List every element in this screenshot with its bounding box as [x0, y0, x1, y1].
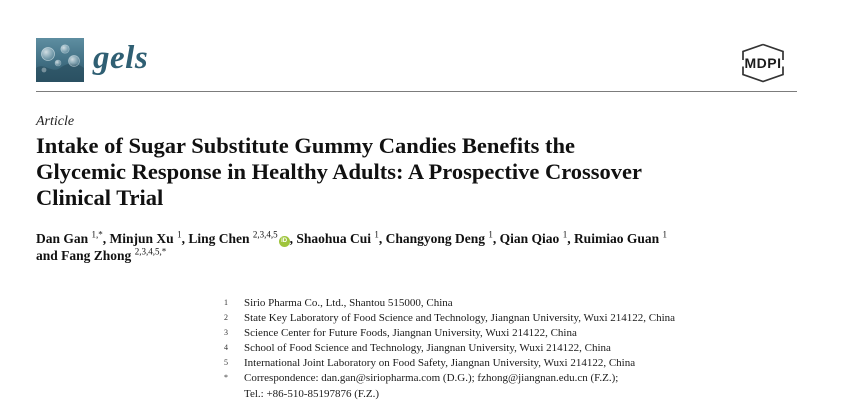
affiliation-text: School of Food Science and Technology, Jiangnan University, Wuxi 214122, China	[244, 342, 611, 355]
affiliation-row	[224, 296, 824, 311]
author-separator: ,	[378, 231, 386, 246]
affiliation-reference: 1	[177, 229, 182, 240]
orcid-icon[interactable]: iD	[279, 236, 290, 247]
author-fang-zhong[interactable]	[61, 248, 166, 263]
paper-header	[0, 0, 841, 92]
author-name: Qian Qiao	[499, 231, 560, 246]
affiliation-reference: 2,3,4,5	[252, 229, 278, 240]
title-line: Clinical Trial	[36, 185, 164, 210]
affiliation-row	[224, 311, 824, 326]
author-separator: ,	[492, 231, 500, 246]
affiliation-reference: 1	[562, 229, 568, 240]
author-list	[36, 230, 826, 264]
article-type: Article	[36, 114, 75, 129]
author-name: Dan Gan	[36, 231, 89, 246]
title-line: Glycemic Response in Healthy Adults: A Prospective Crossover	[36, 159, 643, 184]
affiliation-marker: 4	[224, 343, 228, 353]
author-dan-gan[interactable]	[36, 231, 103, 246]
mdpi-logo	[733, 43, 793, 83]
article-title	[36, 133, 826, 211]
author-name: Ling Chen	[188, 231, 250, 246]
title-line: Intake of Sugar Substitute Gummy Candies Benefits the	[36, 133, 576, 158]
affiliation-row	[224, 341, 824, 356]
affiliation-marker: 2	[224, 313, 228, 323]
author-conjunction: and	[36, 248, 62, 263]
correspondence-text[interactable]: Correspondence: dan.gan@siriopharma.com (D.G.); fzhong@jiangnan.edu.cn (F.Z.);	[244, 372, 619, 385]
author-ling-chen[interactable]	[188, 231, 277, 246]
author-name: Minjun Xu	[109, 231, 174, 246]
author-separator: ,	[181, 231, 189, 246]
author-qian-qiao[interactable]	[500, 231, 568, 246]
author-name: Changyong Deng	[385, 231, 486, 246]
correspondence-phone[interactable]: Tel.: +86-510-85197876 (F.Z.)	[244, 387, 380, 400]
affiliation-text: International Joint Laboratory on Food Safety, Jiangnan University, Wuxi 214122, China	[244, 357, 636, 370]
affiliation-reference: 1	[488, 229, 493, 240]
journal-name: gels	[93, 40, 149, 76]
affiliation-reference: 1,*	[91, 229, 103, 240]
correspondence-row	[224, 371, 824, 386]
affiliation-reference: 2,3,4,5,*	[134, 246, 167, 257]
author-shaohua-cui[interactable]	[296, 231, 379, 246]
author-minjun-xu[interactable]	[110, 231, 182, 246]
author-separator: ,	[102, 231, 110, 246]
affiliation-list	[224, 296, 824, 402]
author-changyong-deng[interactable]	[386, 231, 493, 246]
affiliation-marker: 5	[224, 358, 228, 368]
author-separator: ,	[567, 231, 574, 246]
author-name: Fang Zhong	[61, 248, 132, 263]
author-name: Ruimiao Guan	[573, 231, 660, 246]
affiliation-marker: 1	[224, 298, 228, 307]
affiliation-text: Sirio Pharma Co., Ltd., Shantou 515000, China	[244, 297, 453, 309]
author-name: Shaohua Cui	[296, 231, 372, 246]
affiliation-row	[224, 356, 824, 371]
affiliation-text: Science Center for Future Foods, Jiangnan University, Wuxi 214122, China	[244, 327, 577, 340]
affiliation-text: State Key Laboratory of Food Science and Technology, Jiangnan University, Wuxi 214122, China	[244, 312, 676, 325]
gels-journal-logo	[36, 38, 84, 82]
author-ruimiao-guan[interactable]	[574, 231, 667, 246]
author-separator: ,	[289, 231, 297, 246]
affiliation-reference: 1	[374, 229, 379, 240]
header-divider	[36, 91, 797, 92]
correspondence-marker: *	[224, 373, 228, 383]
affiliation-reference: 1	[662, 229, 667, 240]
publisher-name: MDPI	[744, 55, 782, 71]
affiliation-row	[224, 326, 824, 341]
author-line-1	[36, 230, 826, 247]
author-line-2	[36, 247, 826, 264]
affiliation-marker: 3	[224, 328, 228, 338]
